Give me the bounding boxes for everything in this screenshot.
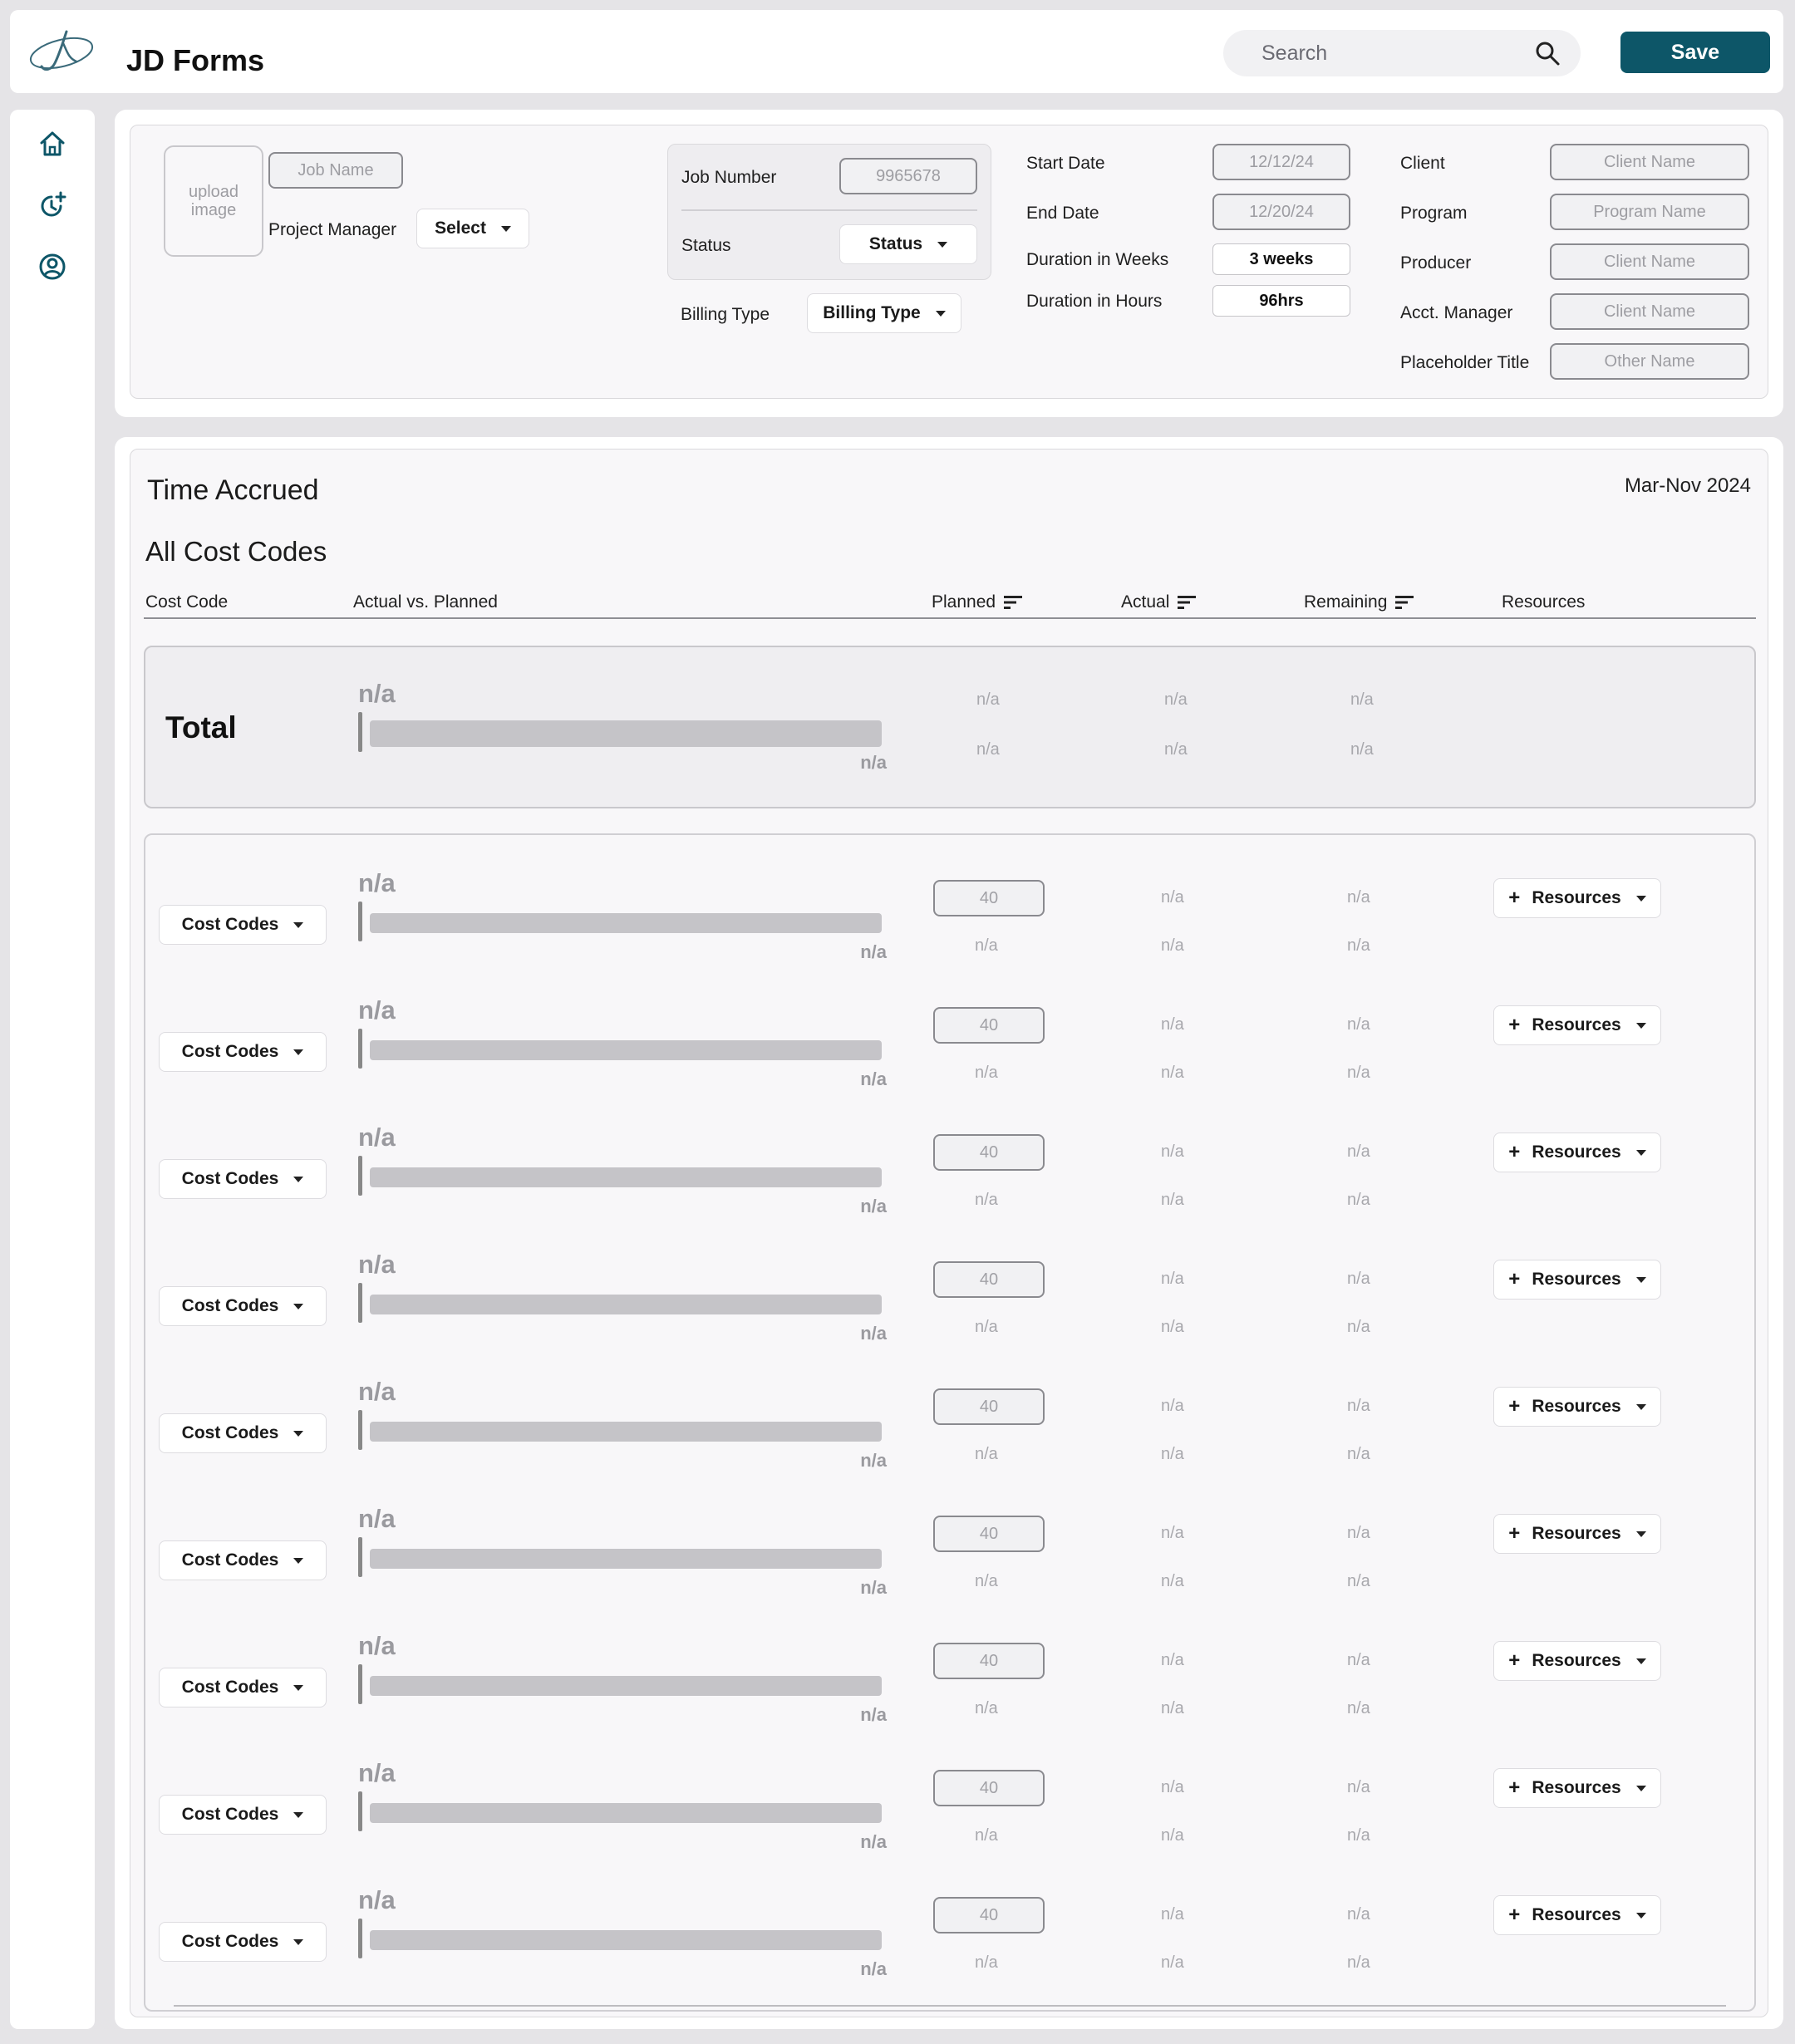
progress-track: [370, 720, 882, 747]
cost-code-row: [145, 1740, 1758, 1866]
planned-hours-input[interactable]: 40: [933, 1134, 1045, 1171]
project-manager-label: Project Manager: [268, 220, 397, 239]
program-name-input[interactable]: Program Name: [1550, 194, 1749, 230]
progress-top-value: n/a: [358, 1631, 396, 1660]
remaining-sub-value: n/a: [1347, 1318, 1370, 1336]
chevron-down-icon: [501, 226, 511, 232]
client-label: Client: [1400, 154, 1445, 173]
add-resources-button[interactable]: [1493, 1133, 1661, 1172]
plus-icon: +: [1508, 1395, 1521, 1418]
progress-bottom-value: n/a: [860, 1069, 887, 1089]
sort-icon[interactable]: [1004, 595, 1022, 610]
remaining-sub-value: n/a: [1347, 1445, 1370, 1463]
cost-code-row: [145, 1104, 1758, 1231]
column-header-planned[interactable]: [932, 592, 1022, 612]
section-title: Time Accrued: [147, 474, 319, 506]
status-select[interactable]: [839, 224, 977, 264]
actual-sub-value: n/a: [1161, 1445, 1184, 1463]
add-resources-label: Resources: [1532, 1270, 1621, 1289]
chevron-down-icon: [293, 1685, 303, 1691]
job-number-field[interactable]: 9965678: [839, 158, 977, 194]
progress-bottom-value: n/a: [860, 1196, 887, 1216]
add-resources-label: Resources: [1532, 1015, 1621, 1034]
section-subtitle: All Cost Codes: [145, 536, 327, 567]
actual-value: n/a: [1161, 1015, 1184, 1034]
cost-code-row: [145, 1486, 1758, 1612]
progress-track: [370, 913, 882, 933]
client-name-input[interactable]: Client Name: [1550, 144, 1749, 180]
chevron-down-icon: [293, 1812, 303, 1818]
acct-manager-name-input[interactable]: Client Name: [1550, 293, 1749, 330]
add-resources-button[interactable]: [1493, 1514, 1661, 1554]
progress-marker: [358, 1664, 362, 1704]
planned-hours-input[interactable]: 40: [933, 880, 1045, 916]
progress-bottom-value: n/a: [860, 1831, 887, 1852]
add-resources-button[interactable]: [1493, 1641, 1661, 1681]
chevron-down-icon: [1636, 1404, 1646, 1410]
cost-code-select[interactable]: [159, 1413, 327, 1453]
producer-name-input[interactable]: Client Name: [1550, 243, 1749, 280]
column-header-resources-label: Resources: [1502, 592, 1586, 612]
plus-icon: +: [1508, 887, 1521, 909]
chevron-down-icon: [1636, 1150, 1646, 1156]
cost-code-row: [145, 1867, 1758, 1993]
progress-marker: [358, 902, 362, 941]
progress-marker: [358, 1537, 362, 1577]
add-resources-label: Resources: [1532, 888, 1621, 907]
progress-bottom-value: n/a: [860, 1704, 887, 1725]
actual-vs-planned-progress: [358, 1631, 887, 1725]
total-progress-top-value: n/a: [358, 679, 396, 708]
actual-value: n/a: [1161, 1651, 1184, 1669]
planned-sub-value: n/a: [975, 1826, 998, 1845]
add-resources-button[interactable]: [1493, 1387, 1661, 1427]
chevron-down-icon: [1636, 1913, 1646, 1919]
search-input[interactable]: [1261, 30, 1527, 76]
end-date-label: End Date: [1026, 204, 1099, 223]
sidebar: [10, 110, 95, 2029]
planned-sub-value: n/a: [975, 936, 998, 955]
chevron-down-icon: [293, 922, 303, 928]
job-number-label: Job Number: [681, 168, 777, 187]
plus-icon: +: [1508, 1649, 1521, 1672]
actual-value: n/a: [1161, 1524, 1184, 1542]
remaining-value: n/a: [1347, 1524, 1370, 1542]
planned-hours-input[interactable]: 40: [933, 1261, 1045, 1298]
actual-vs-planned-progress: [358, 1885, 887, 1977]
job-number-status-group: [667, 144, 991, 280]
remaining-value: n/a: [1347, 1397, 1370, 1415]
program-label: Program: [1400, 204, 1468, 223]
cost-code-select-value: Cost Codes: [181, 1169, 279, 1188]
actual-value: n/a: [1161, 1270, 1184, 1288]
status-select-value: Status: [868, 234, 923, 253]
actual-vs-planned-progress: [358, 995, 887, 1087]
chevron-down-icon: [1636, 1531, 1646, 1537]
cost-code-select-value: Cost Codes: [181, 1678, 279, 1697]
progress-bottom-value: n/a: [860, 1323, 887, 1344]
cost-code-select-value: Cost Codes: [181, 1550, 279, 1570]
cost-code-select-value: Cost Codes: [181, 915, 279, 934]
progress-track: [370, 1676, 882, 1696]
home-icon[interactable]: [37, 128, 68, 160]
rows-bottom-divider: [174, 2005, 1726, 2007]
cost-code-row: [145, 977, 1758, 1103]
total-remaining-value: n/a: [1350, 690, 1374, 709]
column-header-remaining[interactable]: [1304, 592, 1414, 612]
jd-logo-icon[interactable]: [27, 25, 96, 80]
cost-code-select-value: Cost Codes: [181, 1805, 279, 1824]
cost-code-row: [145, 1613, 1758, 1739]
job-name-input[interactable]: Job Name: [268, 152, 403, 189]
actual-vs-planned-progress: [358, 1377, 887, 1471]
sort-icon[interactable]: [1178, 595, 1196, 610]
duration-hours-field[interactable]: 96hrs: [1212, 285, 1350, 317]
chevron-down-icon: [1636, 1277, 1646, 1283]
planned-sub-value: n/a: [975, 1953, 998, 1972]
actual-value: n/a: [1161, 1778, 1184, 1796]
progress-track: [370, 1167, 882, 1187]
remaining-sub-value: n/a: [1347, 1191, 1370, 1209]
divider: [681, 209, 977, 211]
total-progress-bottom-value: n/a: [860, 752, 887, 773]
cost-code-select[interactable]: [159, 1540, 327, 1580]
actual-sub-value: n/a: [1161, 1318, 1184, 1336]
chevron-down-icon: [1636, 1786, 1646, 1791]
remaining-value: n/a: [1347, 1905, 1370, 1924]
column-header-resources: [1502, 592, 1585, 612]
planned-hours-input[interactable]: 40: [933, 1007, 1045, 1044]
plus-icon: +: [1508, 1776, 1521, 1799]
progress-top-value: n/a: [358, 995, 396, 1024]
cost-code-select[interactable]: [159, 1159, 327, 1199]
date-range: Mar-Nov 2024: [1624, 474, 1751, 497]
remaining-value: n/a: [1347, 1142, 1370, 1161]
remaining-sub-value: n/a: [1347, 1826, 1370, 1845]
remaining-sub-value: n/a: [1347, 936, 1370, 955]
remaining-value: n/a: [1347, 1270, 1370, 1288]
cost-code-row: [145, 850, 1758, 976]
total-actual-sub-value: n/a: [1164, 740, 1188, 759]
remaining-value: n/a: [1347, 888, 1370, 907]
cost-code-select[interactable]: [159, 905, 327, 945]
planned-sub-value: n/a: [975, 1445, 998, 1463]
chevron-down-icon: [293, 1939, 303, 1945]
actual-value: n/a: [1161, 1397, 1184, 1415]
progress-track: [370, 1930, 882, 1950]
chevron-down-icon: [936, 311, 946, 317]
chevron-down-icon: [1636, 1023, 1646, 1029]
column-header-planned-label: Planned: [932, 592, 996, 612]
actual-value: n/a: [1161, 1142, 1184, 1161]
progress-track: [370, 1549, 882, 1569]
job-details-card: [130, 125, 1768, 399]
billing-type-label: Billing Type: [681, 305, 770, 324]
add-resources-button[interactable]: [1493, 878, 1661, 918]
progress-top-value: n/a: [358, 1250, 396, 1279]
planned-hours-input[interactable]: 40: [933, 1897, 1045, 1933]
planned-sub-value: n/a: [975, 1318, 998, 1336]
column-header-remaining-label: Remaining: [1304, 592, 1388, 612]
add-resources-button[interactable]: [1493, 1895, 1661, 1935]
plus-icon: +: [1508, 1268, 1521, 1290]
duration-hours-label: Duration in Hours: [1026, 292, 1163, 311]
total-planned-sub-value: n/a: [976, 740, 1000, 759]
progress-bottom-value: n/a: [860, 1958, 887, 1979]
column-header-actual-label: Actual: [1121, 592, 1170, 612]
duration-weeks-field[interactable]: 3 weeks: [1212, 243, 1350, 275]
chevron-down-icon: [293, 1558, 303, 1564]
chevron-down-icon: [937, 242, 947, 248]
add-resources-button[interactable]: [1493, 1768, 1661, 1808]
remaining-sub-value: n/a: [1347, 1572, 1370, 1590]
actual-sub-value: n/a: [1161, 936, 1184, 955]
progress-track: [370, 1422, 882, 1442]
actual-sub-value: n/a: [1161, 1699, 1184, 1717]
header-divider: [144, 617, 1756, 619]
chevron-down-icon: [1636, 896, 1646, 902]
placeholder-title-label: Placeholder Title: [1400, 353, 1530, 372]
cost-code-select-value: Cost Codes: [181, 1423, 279, 1442]
duration-weeks-label: Duration in Weeks: [1026, 250, 1169, 269]
end-date-field[interactable]: 12/20/24: [1212, 194, 1350, 230]
total-remaining-sub-value: n/a: [1350, 740, 1374, 759]
column-header-actual-vs-planned: [353, 592, 498, 612]
progress-track: [370, 1040, 882, 1060]
progress-bottom-value: n/a: [860, 1577, 887, 1598]
actual-value: n/a: [1161, 888, 1184, 907]
progress-bottom-value: n/a: [860, 941, 887, 962]
add-resources-label: Resources: [1532, 1524, 1621, 1543]
cost-code-select[interactable]: [159, 1795, 327, 1835]
remaining-value: n/a: [1347, 1015, 1370, 1034]
cost-code-select-value: Cost Codes: [181, 1932, 279, 1951]
app-title: JD Forms: [126, 43, 265, 77]
project-manager-select-value: Select: [435, 219, 486, 238]
remaining-sub-value: n/a: [1347, 1064, 1370, 1082]
progress-top-value: n/a: [358, 868, 396, 897]
add-resources-button[interactable]: [1493, 1005, 1661, 1045]
add-resources-label: Resources: [1532, 1905, 1621, 1924]
planned-sub-value: n/a: [975, 1572, 998, 1590]
cost-code-row: [145, 1359, 1758, 1485]
progress-top-value: n/a: [358, 1123, 396, 1152]
cost-code-row: [145, 1231, 1758, 1358]
planned-sub-value: n/a: [975, 1191, 998, 1209]
billing-type-select[interactable]: [807, 293, 961, 333]
progress-marker: [358, 1029, 362, 1069]
add-resources-button[interactable]: [1493, 1260, 1661, 1300]
acct-manager-label: Acct. Manager: [1400, 303, 1513, 322]
progress-bottom-value: n/a: [860, 1450, 887, 1471]
upload-image-button[interactable]: upload image: [164, 145, 263, 257]
progress-top-value: n/a: [358, 1377, 396, 1406]
progress-top-value: n/a: [358, 1504, 396, 1533]
plus-icon: +: [1508, 1522, 1521, 1545]
progress-track: [370, 1803, 882, 1823]
total-actual-value: n/a: [1164, 690, 1188, 709]
add-resources-label: Resources: [1532, 1142, 1621, 1162]
progress-track: [370, 1295, 882, 1314]
total-row: [144, 646, 1756, 808]
start-date-field[interactable]: 12/12/24: [1212, 144, 1350, 180]
remaining-value: n/a: [1347, 1778, 1370, 1796]
actual-vs-planned-progress: [358, 1250, 887, 1344]
actual-sub-value: n/a: [1161, 1826, 1184, 1845]
producer-label: Producer: [1400, 253, 1472, 273]
actual-vs-planned-progress: [358, 868, 887, 960]
progress-top-value: n/a: [358, 1758, 396, 1787]
cost-code-select[interactable]: [159, 1286, 327, 1326]
time-accrued-panel: [115, 437, 1783, 2029]
progress-marker: [358, 712, 362, 752]
actual-sub-value: n/a: [1161, 1953, 1184, 1972]
add-resources-label: Resources: [1532, 1397, 1621, 1416]
column-header-cost-code: [145, 592, 228, 612]
progress-marker: [358, 1791, 362, 1831]
progress-marker: [358, 1919, 362, 1958]
project-manager-select[interactable]: [416, 209, 529, 248]
chevron-down-icon: [293, 1049, 303, 1055]
billing-type-select-value: Billing Type: [823, 303, 921, 322]
save-button[interactable]: Save: [1620, 32, 1770, 73]
time-accrued-card: [130, 449, 1768, 2017]
progress-top-value: n/a: [358, 1885, 396, 1914]
total-planned-value: n/a: [976, 690, 1000, 709]
plus-icon: +: [1508, 1141, 1521, 1163]
start-date-label: Start Date: [1026, 154, 1105, 173]
cost-code-rows: [144, 833, 1756, 2012]
search-icon[interactable]: [1534, 40, 1561, 66]
user-circle-icon[interactable]: [37, 251, 68, 283]
search-box[interactable]: [1223, 30, 1581, 76]
top-bar: [10, 10, 1783, 93]
actual-vs-planned-progress: [358, 1504, 887, 1598]
planned-sub-value: n/a: [975, 1064, 998, 1082]
plus-icon: +: [1508, 1014, 1521, 1036]
sort-icon[interactable]: [1395, 595, 1414, 610]
cost-code-select[interactable]: [159, 1032, 327, 1072]
planned-sub-value: n/a: [975, 1699, 998, 1717]
planned-hours-input[interactable]: 40: [933, 1516, 1045, 1552]
actual-value: n/a: [1161, 1905, 1184, 1924]
actual-sub-value: n/a: [1161, 1064, 1184, 1082]
job-details-panel: [115, 110, 1783, 417]
column-header-actual[interactable]: [1121, 592, 1196, 612]
add-resources-label: Resources: [1532, 1778, 1621, 1797]
remaining-sub-value: n/a: [1347, 1699, 1370, 1717]
remaining-sub-value: n/a: [1347, 1953, 1370, 1972]
status-label: Status: [681, 236, 731, 255]
progress-marker: [358, 1410, 362, 1450]
remaining-value: n/a: [1347, 1651, 1370, 1669]
actual-sub-value: n/a: [1161, 1572, 1184, 1590]
cost-code-select-value: Cost Codes: [181, 1296, 279, 1315]
time-add-icon[interactable]: [37, 189, 68, 221]
total-progress: [358, 679, 887, 773]
chevron-down-icon: [293, 1431, 303, 1437]
chevron-down-icon: [293, 1304, 303, 1309]
plus-icon: +: [1508, 1904, 1521, 1926]
actual-vs-planned-progress: [358, 1758, 887, 1850]
cost-code-select[interactable]: [159, 1922, 327, 1962]
planned-hours-input[interactable]: 40: [933, 1770, 1045, 1806]
add-resources-label: Resources: [1532, 1651, 1621, 1670]
planned-hours-input[interactable]: 40: [933, 1643, 1045, 1679]
column-header-actual-vs-planned-label: Actual vs. Planned: [353, 592, 498, 612]
actual-sub-value: n/a: [1161, 1191, 1184, 1209]
cost-code-select[interactable]: [159, 1668, 327, 1707]
progress-marker: [358, 1156, 362, 1196]
cost-code-select-value: Cost Codes: [181, 1042, 279, 1061]
chevron-down-icon: [1636, 1658, 1646, 1664]
total-label: Total: [165, 710, 237, 744]
column-header-cost-code-label: Cost Code: [145, 592, 229, 612]
actual-vs-planned-progress: [358, 1123, 887, 1214]
planned-hours-input[interactable]: 40: [933, 1388, 1045, 1425]
progress-marker: [358, 1283, 362, 1323]
chevron-down-icon: [293, 1177, 303, 1182]
other-name-input[interactable]: Other Name: [1550, 343, 1749, 380]
